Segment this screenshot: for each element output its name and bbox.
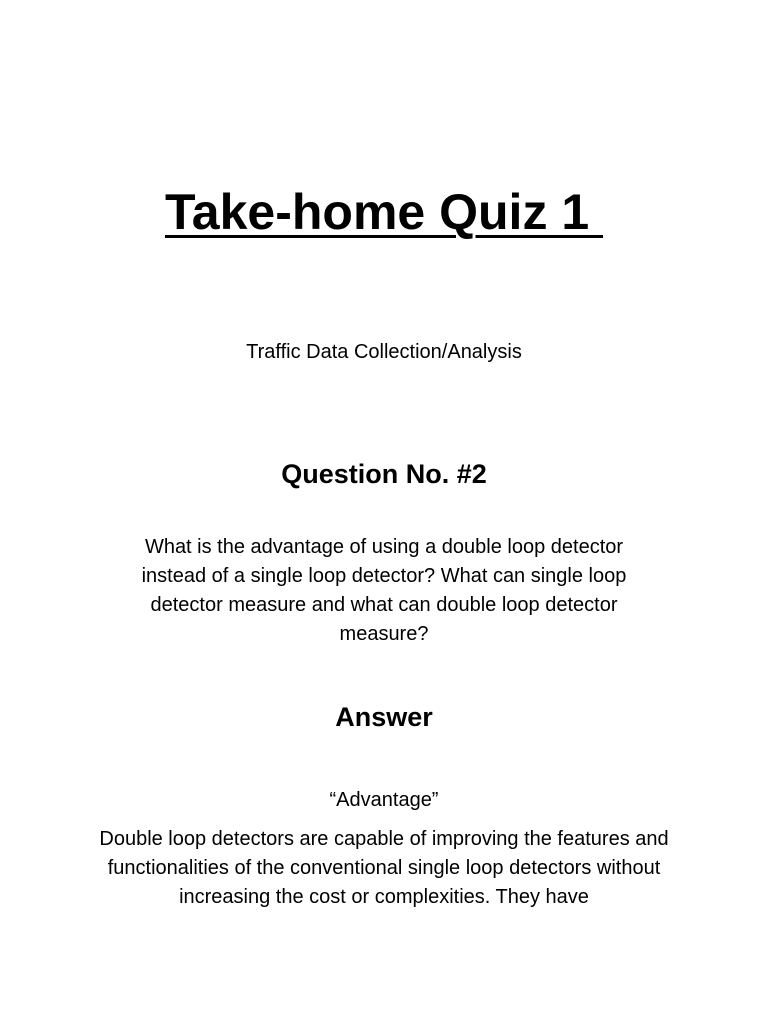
answer-heading: Answer	[335, 702, 433, 732]
page-title	[0, 178, 768, 246]
page-title-text: Take-home Quiz 1	[164, 184, 604, 240]
advantage-label: “Advantage”	[329, 789, 439, 811]
question-text: What is the advantage of using a double loop detector instead of a single loop detector? What can single loop detector measure and what can double loop detector measure?	[141, 536, 627, 645]
subtitle: Traffic Data Collection/Analysis	[246, 341, 522, 363]
answer-text: Double loop detectors are capable of improving the features and functionalities of the conventional single loop detectors without increasing the cost or complexities. They have	[99, 828, 669, 908]
question-heading: Question No. #2	[281, 459, 487, 489]
